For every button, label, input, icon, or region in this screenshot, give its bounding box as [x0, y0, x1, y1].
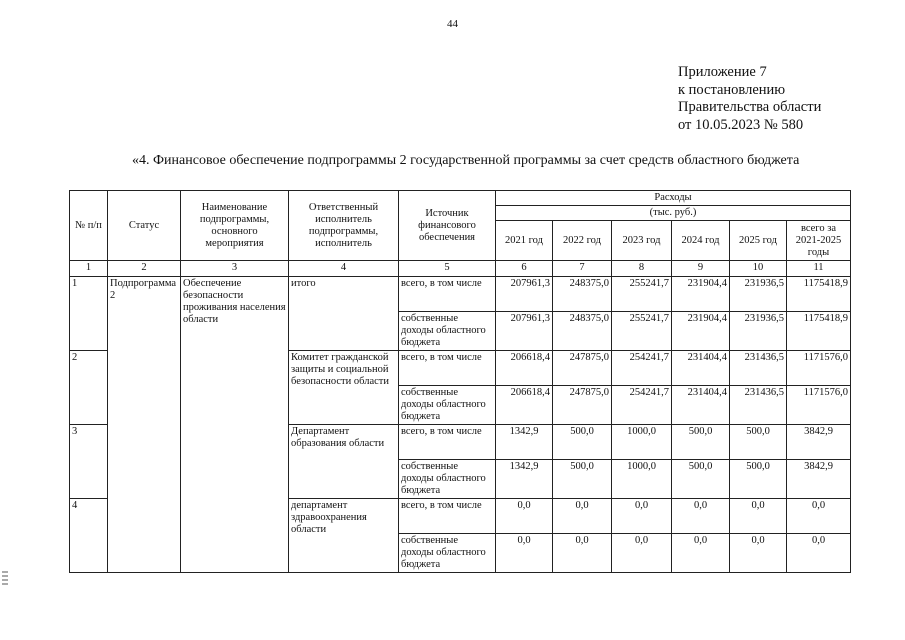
value-2021: 207961,3 — [496, 312, 553, 351]
row-number: 2 — [70, 351, 108, 425]
executor-cell: департамент здравоохранения области — [289, 499, 399, 573]
header-year-2023: 2023 год — [612, 221, 672, 261]
row-number: 1 — [70, 277, 108, 351]
header-year-2024: 2024 год — [672, 221, 730, 261]
value-2024: 231904,4 — [672, 277, 730, 312]
value-total: 3842,9 — [787, 425, 851, 460]
value-2024: 0,0 — [672, 499, 730, 534]
value-2021: 1342,9 — [496, 425, 553, 460]
header-name: Наименование подпрограммы, основного мероприятия — [181, 191, 289, 261]
value-2022: 247875,0 — [553, 351, 612, 386]
appendix-line: от 10.05.2023 № 580 — [678, 116, 804, 133]
value-2025: 231436,5 — [730, 351, 787, 386]
scan-mark-icon — [2, 570, 8, 586]
program-name-cell: Обеспечение безопасности проживания населения области — [181, 277, 289, 573]
value-2021: 206618,4 — [496, 351, 553, 386]
value-2022: 248375,0 — [553, 277, 612, 312]
value-2023: 0,0 — [612, 499, 672, 534]
header-source: Источник финансового обеспечения — [399, 191, 496, 261]
source-cell: всего, в том числе — [399, 351, 496, 386]
row-number: 3 — [70, 425, 108, 499]
appendix-line: Приложение 7 — [678, 64, 767, 80]
source-cell: собственные доходы областного бюджета — [399, 386, 496, 425]
source-cell: собственные доходы областного бюджета — [399, 460, 496, 499]
column-number: 7 — [553, 261, 612, 277]
value-2024: 0,0 — [672, 534, 730, 573]
column-number: 8 — [612, 261, 672, 277]
value-2023: 1000,0 — [612, 425, 672, 460]
column-number-row — [70, 261, 851, 277]
scan-margin-mark — [2, 570, 8, 586]
value-2025: 231936,5 — [730, 312, 787, 351]
table-row — [70, 277, 851, 312]
value-2025: 0,0 — [730, 534, 787, 573]
value-2025: 231436,5 — [730, 386, 787, 425]
executor-cell: Комитет гражданской защиты и социальной безопасности области — [289, 351, 399, 425]
header-year-2025: 2025 год — [730, 221, 787, 261]
header-status: Статус — [108, 191, 181, 261]
value-2023: 254241,7 — [612, 351, 672, 386]
column-number: 5 — [399, 261, 496, 277]
column-number: 1 — [70, 261, 108, 277]
value-2024: 231404,4 — [672, 386, 730, 425]
value-total: 1171576,0 — [787, 351, 851, 386]
row-number: 4 — [70, 499, 108, 573]
value-2025: 500,0 — [730, 425, 787, 460]
header-year-2021: 2021 год — [496, 221, 553, 261]
value-2025: 0,0 — [730, 499, 787, 534]
value-2023: 254241,7 — [612, 386, 672, 425]
value-2022: 0,0 — [553, 534, 612, 573]
value-2022: 248375,0 — [553, 312, 612, 351]
source-cell: всего, в том числе — [399, 277, 496, 312]
appendix-line: к постановлению — [678, 81, 786, 98]
executor-cell: Департамент образования области — [289, 425, 399, 499]
executor-cell: итого — [289, 277, 399, 351]
source-cell: собственные доходы областного бюджета — [399, 534, 496, 573]
header-executor: Ответственный исполнитель подпрограммы, исполнитель — [289, 191, 399, 261]
header-year-2022: 2022 год — [553, 221, 612, 261]
value-2021: 207961,3 — [496, 277, 553, 312]
column-number: 6 — [496, 261, 553, 277]
value-total: 0,0 — [787, 499, 851, 534]
header-expenses: Расходы — [496, 191, 851, 206]
value-2024: 231904,4 — [672, 312, 730, 351]
source-cell: всего, в том числе — [399, 425, 496, 460]
appendix-block — [678, 64, 821, 134]
value-2022: 0,0 — [553, 499, 612, 534]
column-number: 4 — [289, 261, 399, 277]
value-2025: 231936,5 — [730, 277, 787, 312]
value-total: 1171576,0 — [787, 386, 851, 425]
value-2022: 247875,0 — [553, 386, 612, 425]
value-total: 3842,9 — [787, 460, 851, 499]
value-2024: 500,0 — [672, 425, 730, 460]
value-2021: 1342,9 — [496, 460, 553, 499]
value-2023: 255241,7 — [612, 277, 672, 312]
source-cell: всего, в том числе — [399, 499, 496, 534]
value-total: 0,0 — [787, 534, 851, 573]
column-number: 3 — [181, 261, 289, 277]
value-2021: 0,0 — [496, 499, 553, 534]
value-2021: 0,0 — [496, 534, 553, 573]
value-2024: 231404,4 — [672, 351, 730, 386]
value-2022: 500,0 — [553, 460, 612, 499]
value-total: 1175418,9 — [787, 312, 851, 351]
value-2023: 1000,0 — [612, 460, 672, 499]
column-number: 2 — [108, 261, 181, 277]
value-2023: 255241,7 — [612, 312, 672, 351]
source-cell: собственные доходы областного бюджета — [399, 312, 496, 351]
page-number: 44 — [447, 18, 458, 30]
column-number: 9 — [672, 261, 730, 277]
section-title: «4. Финансовое обеспечение подпрограммы 2 государственной программы за счет средств областного бюджета — [132, 153, 800, 168]
status-cell: Подпрограмма 2 — [108, 277, 181, 573]
value-2025: 500,0 — [730, 460, 787, 499]
header-total: всего за 2021-2025 годы — [787, 221, 851, 261]
financing-table — [69, 190, 851, 573]
appendix-line: Правительства области — [678, 99, 822, 115]
column-number: 10 — [730, 261, 787, 277]
column-number: 11 — [787, 261, 851, 277]
header-units: (тыс. руб.) — [496, 206, 851, 221]
header-num: № п/п — [70, 191, 108, 261]
value-2021: 206618,4 — [496, 386, 553, 425]
value-2024: 500,0 — [672, 460, 730, 499]
value-2022: 500,0 — [553, 425, 612, 460]
value-total: 1175418,9 — [787, 277, 851, 312]
value-2023: 0,0 — [612, 534, 672, 573]
